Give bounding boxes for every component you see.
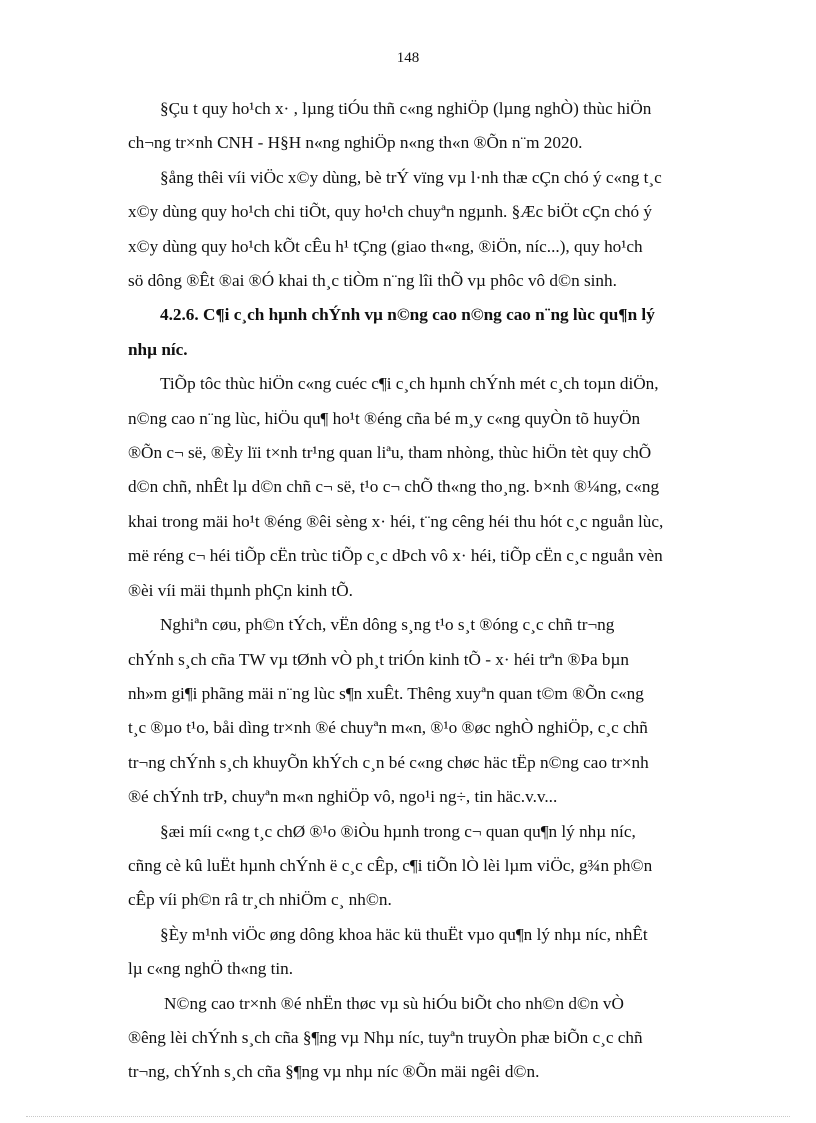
text-line: cÊp víi ph©n râ tr¸ch nhiÖm c¸ nh©n.: [128, 890, 392, 910]
text-line: cñng cè kû luËt hµnh chÝnh ë c¸c cÊp, c¶i tiÕn lÒ lèi lµm viÖc, g¾n ph©n: [128, 855, 653, 875]
text-line: ®êng lèi chÝnh s¸ch cña §¶ng vµ Nhµ níc, tuyªn truyÒn phæ biÕn c¸c chñ: [128, 1027, 643, 1047]
text-line: Nghiªn cøu, ph©n tÝch, vËn dông s¸ng t¹o s¸t ®óng c¸c chñ tr¬ng: [160, 615, 615, 635]
text-line: n©ng cao n¨ng lùc, hiÖu qu¶ ho¹t ®éng cña bé m¸y c«ng quyÒn tõ huyÖn: [128, 408, 641, 428]
paragraph-detailed-planning: [128, 161, 730, 299]
text-line: d©n chñ, nhÊt lµ d©n chñ c¬ së, t¹o c¬ chÕ th«ng tho¸ng. b×nh ®¼ng, c«ng: [128, 477, 660, 497]
paragraph-planning-villages: [128, 92, 730, 161]
text-line: x©y dùng quy ho¹ch chi tiÕt, quy ho¹ch chuyªn ngµnh. §Æc biÖt cÇn chó ý: [128, 202, 652, 222]
page-number: 148: [396, 50, 420, 66]
paragraph-admin-reform: [128, 367, 730, 608]
page-bottom-divider: [26, 1116, 790, 1117]
text-line: nh»m gi¶i phãng mäi n¨ng lùc s¶n xuÊt. Thêng xuyªn quan t©m ®Õn c«ng: [128, 683, 644, 703]
section-heading: [128, 298, 730, 367]
paragraph-management-innovation: [128, 815, 730, 918]
text-line: khai trong mäi ho¹t ®éng ®êi sèng x· héi, t¨ng cêng héi thu hót c¸c nguån lùc,: [128, 511, 664, 531]
text-line: §Çu t quy ho¹ch x· , lµng tiÓu thñ c«ng nghiÖp (lµng nghÒ) thùc hiÖn: [160, 99, 652, 118]
text-line: TiÕp tôc thùc hiÖn c«ng cuéc c¶i c¸ch hµnh chÝnh mét c¸ch toµn diÖn,: [160, 374, 659, 394]
text-line: lµ c«ng nghÖ th«ng tin.: [128, 959, 294, 979]
text-line: ®Õn c¬ së, ®Èy lïi t×nh tr¹ng quan liªu, tham nhòng, thùc hiÖn tèt quy chÕ: [128, 443, 652, 463]
document-body: [128, 92, 730, 1090]
text-line: sö dông ®Êt ®ai ®Ó khai th¸c tiÒm n¨ng lîi thÕ vµ phôc vô d©n sinh.: [128, 271, 617, 291]
text-line: më réng c¬ héi tiÕp cËn trùc tiÕp c¸c dÞch vô x· héi, tiÕp cËn c¸c nguån vèn: [128, 546, 663, 566]
text-line: §æi míi c«ng t¸c chØ ®¹o ®iÒu hµnh trong c¬ quan qu¶n lý nhµ níc,: [160, 821, 636, 841]
text-line: chÝnh s¸ch cña TW vµ tØnh vÒ ph¸t triÓn kinh tÕ - x· héi trªn ®Þa bµn: [128, 649, 629, 669]
heading-line: nhµ níc.: [128, 339, 188, 359]
paragraph-public-awareness: [128, 987, 730, 1090]
text-line: x©y dùng quy ho¹ch kÕt cÊu h¹ tÇng (giao th«ng, ®iÖn, níc...), quy ho¹ch: [128, 236, 643, 256]
paragraph-technology: [128, 918, 730, 987]
text-line: §ång thêi víi viÖc x©y dùng, bè trÝ vïng vµ l·nh thæ cÇn chó ý c«ng t¸c: [160, 167, 662, 187]
paragraph-research-policy: [128, 608, 730, 814]
text-line: t¸c ®µo t¹o, båi dìng tr×nh ®é chuyªn m«n, ®¹o ®øc nghÒ nghiÖp, c¸c chñ: [128, 718, 648, 738]
text-line: ch¬ng tr×nh CNH - H§H n«ng nghiÖp n«ng th«n ®Õn n¨m 2020.: [128, 133, 583, 153]
text-line: ®èi víi mäi thµnh phÇn kinh tÕ.: [128, 580, 353, 600]
text-line: §Èy m¹nh viÖc øng dông khoa häc kü thuËt vµo qu¶n lý nhµ níc, nhÊt: [160, 924, 648, 944]
text-line: tr¬ng chÝnh s¸ch khuyÕn khÝch c¸n bé c«ng chøc häc tËp n©ng cao tr×nh: [128, 752, 649, 772]
heading-line: 4.2.6. C¶i c¸ch hµnh chÝnh vµ n©ng cao n©ng cao n¨ng lùc qu¶n lý: [160, 305, 655, 325]
text-line: tr¬ng, chÝnh s¸ch cña §¶ng vµ nhµ níc ®Õn mäi ngêi d©n.: [128, 1062, 540, 1082]
text-line: ®é chÝnh trÞ, chuyªn m«n nghiÖp vô, ngo¹i ng÷, tin häc.v.v...: [128, 787, 558, 807]
text-line: N©ng cao tr×nh ®é nhËn thøc vµ sù hiÓu biÕt cho nh©n d©n vÒ: [164, 993, 624, 1013]
